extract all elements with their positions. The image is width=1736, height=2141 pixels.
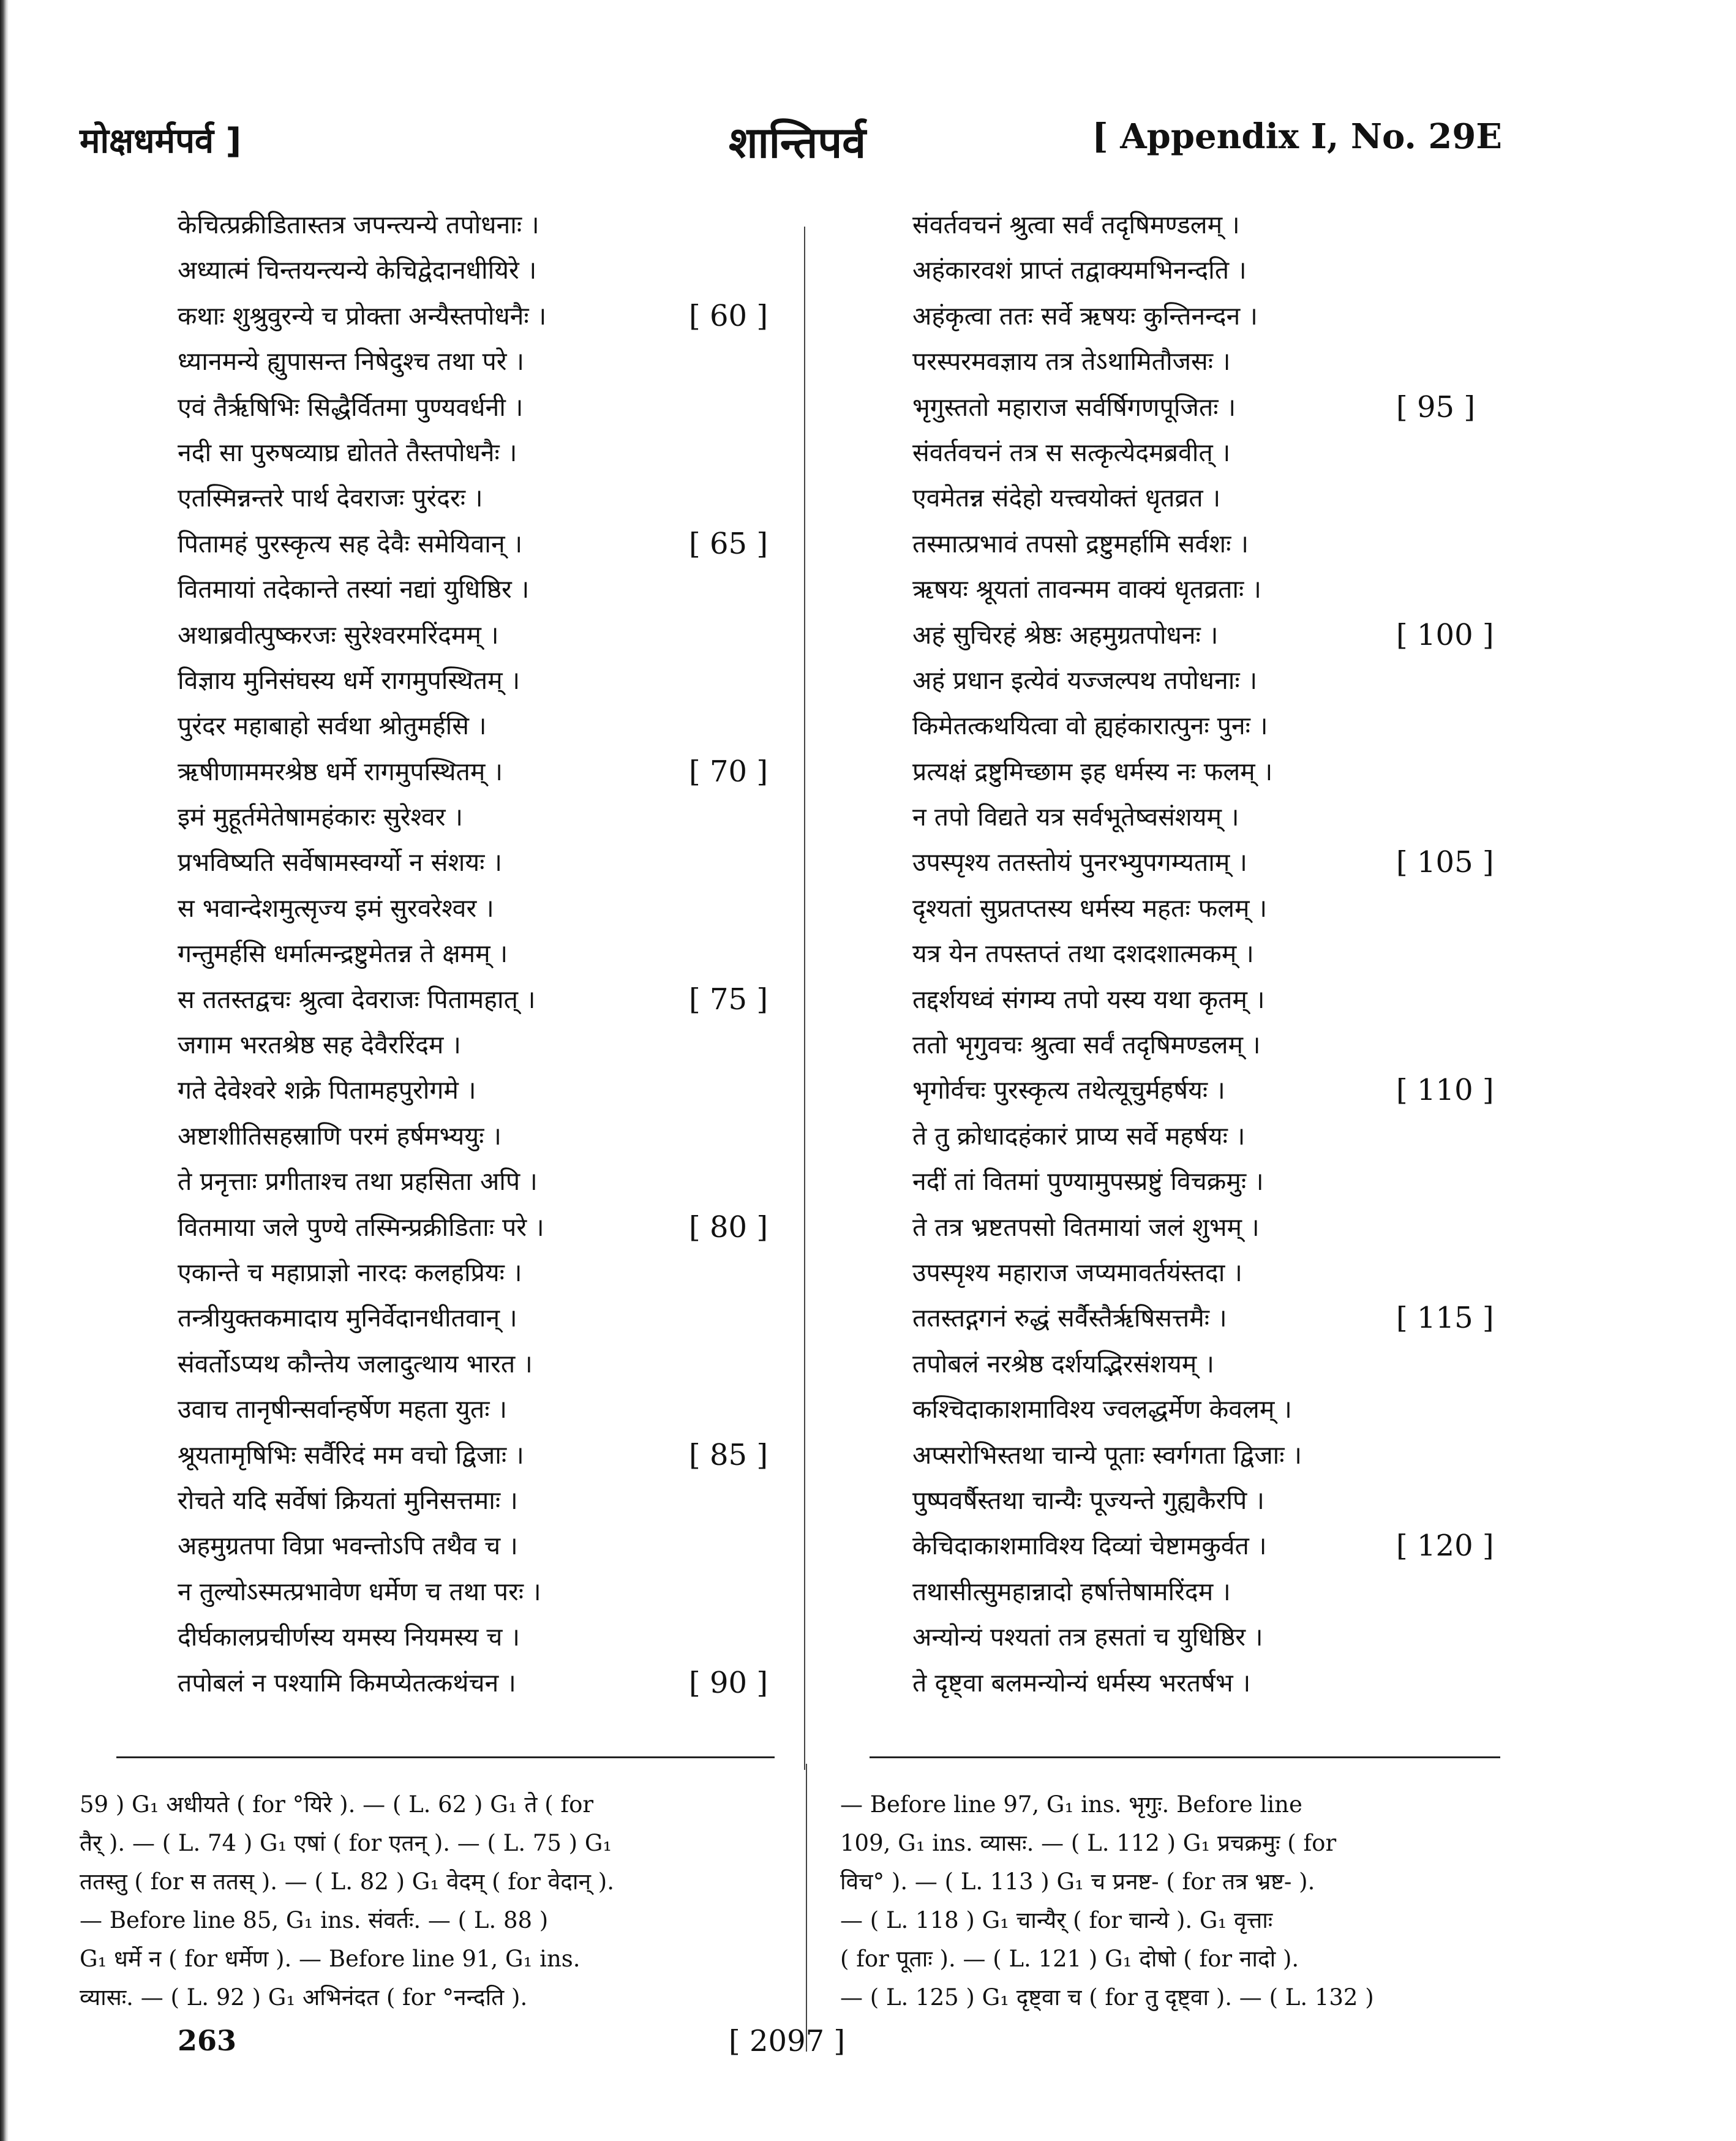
verse-line [912,385,1500,430]
verse-text: केचित्प्रक्रीडितास्तत्र जपन्त्यन्ये तपोधनाः । [178,210,539,239]
verse-line [178,1432,790,1478]
verse-number: [ 85 ] [689,1437,768,1472]
verse-line [912,521,1500,566]
verse-text: ते तत्र भ्रष्टतपसो वितमायां जलं शुभम् । [912,1212,1260,1242]
verse-line [178,703,790,748]
verse-text: गन्तुमर्हसि धर्मात्मन्द्रष्टुमेतन्न ते क्षमम् । [178,939,508,969]
verse-line [912,977,1500,1022]
footnote-line: — Before line 85, G₁ ins. संवर्तः. — ( L. 88 ) [80,1907,549,1933]
verse-line [178,1067,790,1113]
verse-line [178,1205,790,1250]
footnote-line: 109, G₁ ins. व्यासः. — ( L. 112 ) G₁ प्रचक्रमुः ( for [840,1830,1337,1856]
page-number: 263 [178,2024,237,2057]
verse-line [178,1113,790,1159]
verse-line [178,293,790,339]
verse-text: किमेतत्कथयित्वा वो ह्यहंकारात्पुनः पुनः । [912,711,1268,741]
verse-line [178,1022,790,1067]
verse-text: अप्सरोभिस्तथा चान्ये पूताः स्वर्गगता द्विजाः । [912,1440,1302,1470]
verse-text: ते दृष्ट्वा बलमन्योन्यं धर्मस्य भरतर्षभ । [912,1668,1251,1698]
verse-text: तन्त्रीयुक्तकमादाय मुनिर्वेदानधीतवान् । [178,1303,517,1333]
verse-text: पितामहं पुरस्कृत्य सह देवैः समेयिवान् । [178,529,523,559]
verse-line [912,247,1500,293]
verse-line [912,475,1500,521]
verse-line [178,1341,790,1387]
footnote-line: G₁ धर्मे न ( for धर्मेण ). — Before line 91, G₁ ins. [80,1946,581,1972]
verse-line [912,658,1500,703]
verse-line [912,202,1500,247]
verse-text: भृगोर्वचः पुरस्कृत्य तथेत्यूचुर्महर्षयः । [912,1075,1225,1105]
verse-line [912,1432,1500,1478]
verse-text: संवर्तवचनं श्रुत्वा सर्वं तदृषिमण्डलम् । [912,210,1240,239]
verse-text: ततस्तद्गगनं रुद्धं सर्वैस्तैर्ऋषिसत्तमैः । [912,1303,1227,1333]
verse-number: [ 115 ] [1396,1301,1494,1336]
verse-text: न तुल्योऽस्मत्प्रभावेण धर्मेण च तथा परः । [178,1576,541,1606]
verse-line [178,794,790,840]
verse-number: [ 110 ] [1396,1073,1494,1108]
footnote-line: — ( L. 125 ) G₁ दृष्ट्वा च ( for तु दृष्ट्वा ). — ( L. 132 ) [840,1984,1374,2011]
footnote-divider [806,1764,807,2052]
verse-text: वितमायां तदेकान्ते तस्यां नद्यां युधिष्ठिर । [178,574,530,604]
footnote-line: — Before line 97, G₁ ins. भृगुः. Before line [840,1791,1302,1818]
verse-line [178,1569,790,1614]
verse-line [178,931,790,976]
verse-column-left [178,202,790,1706]
verse-line [178,247,790,293]
verse-line [912,612,1500,658]
verse-line [178,385,790,430]
verse-line [912,1295,1500,1341]
verse-line [178,1159,790,1204]
footnote-rule-right [870,1756,1500,1758]
verse-text: अन्योन्यं पश्यतां तत्र हसतां च युधिष्ठिर । [912,1622,1263,1652]
verse-line [912,1387,1500,1432]
verse-text: अहं सुचिरहं श्रेष्ठः अहमुग्रतपोधनः । [912,620,1219,650]
verse-number: [ 65 ] [689,526,768,561]
verse-text: उवाच तानृषीन्सर्वान्हर्षेण महता युतः । [178,1394,508,1424]
verse-line [912,1569,1500,1614]
verse-text: ऋषयः श्रूयतां तावन्मम वाक्यं धृतव्रताः । [912,574,1261,604]
verse-text: प्रत्यक्षं द्रष्टुमिच्छाम इह धर्मस्य नः फलम् । [912,756,1273,786]
verse-line [912,1614,1500,1660]
binding-edge [0,0,9,2141]
verse-text: उपस्पृश्य महाराज जप्यमावर्तयंस्तदा । [912,1257,1242,1287]
verse-text: दीर्घकालप्रचीर्णस्य यमस्य नियमस्य च । [178,1622,520,1652]
verse-column-right [912,202,1500,1706]
verse-line [178,749,790,794]
verse-line [912,566,1500,612]
verse-line [912,794,1500,840]
verse-text: एकान्ते च महाप्राज्ञो नारदः कलहप्रियः । [178,1257,522,1287]
verse-text: संवर्तवचनं तत्र स सत्कृत्येदमब्रवीत् । [912,437,1231,467]
verse-number: [ 100 ] [1396,617,1494,652]
footnote-line: — ( L. 118 ) G₁ चान्यैर् ( for चान्ये ). G₁ वृत्ताः [840,1907,1273,1933]
verse-line [178,612,790,658]
verse-number: [ 105 ] [1396,845,1494,880]
verse-text: अष्टाशीतिसहस्राणि परमं हर्षमभ्ययुः । [178,1121,502,1151]
verse-text: तपोबलं न पश्यामि किमप्येतत्कथंचन । [178,1668,516,1698]
verse-text: अहमुग्रतपा विप्रा भवन्तोऽपि तथैव च । [178,1531,518,1561]
verse-line [912,1205,1500,1250]
verse-text: कश्चिदाकाशमाविश्य ज्वलद्धर्मेण केवलम् । [912,1394,1292,1424]
verse-line [178,339,790,384]
verse-number: [ 90 ] [689,1665,768,1700]
verse-line [178,1295,790,1341]
verse-text: स ततस्तद्वचः श्रुत्वा देवराजः पितामहात् । [178,984,536,1014]
verse-line [178,1387,790,1432]
appendix-reference: [ Appendix I, No. 29E [1092,116,1502,157]
verse-text: ते प्रनृत्ताः प्रगीताश्च तथा प्रहसिता अपि । [178,1167,538,1197]
verse-text: ध्यानमन्ये ह्युपासन्त निषेदुश्च तथा परे । [178,347,525,377]
verse-text: संवर्तोऽप्यथ कौन्तेय जलादुत्थाय भारत । [178,1349,533,1379]
book-title: शान्तिपर्व [729,118,866,168]
verse-text: स भवान्देशमुत्सृज्य इमं सुरवरेश्वर । [178,893,494,923]
verse-line [912,1660,1500,1706]
verse-text: अहंकारवशं प्राप्तं तद्वाक्यमभिनन्दति । [912,255,1247,285]
verse-text: ते तु क्रोधादहंकारं प्राप्य सर्वे महर्षयः । [912,1121,1246,1151]
verse-line [178,430,790,475]
verse-line [912,293,1500,339]
footnotes-left [80,1785,765,2017]
verse-text: अहं प्रधान इत्येवं यज्जल्पथ तपोधनाः । [912,665,1258,695]
verse-number: [ 75 ] [689,982,768,1017]
verse-text: पुष्पवर्षैस्तथा चान्यैः पूज्यन्ते गुह्यकैरपि । [912,1485,1264,1515]
footnote-line: तैर् ). — ( L. 74 ) G₁ एषां ( for एतन् ). — ( L. 75 ) G₁ [80,1830,612,1856]
verse-text: जगाम भरतश्रेष्ठ सह देवैररिंदम । [178,1030,461,1060]
verse-number: [ 80 ] [689,1210,768,1244]
verse-line [178,1523,790,1568]
verse-line [912,430,1500,475]
verse-line [912,886,1500,931]
sheet-number: [ 2097 ] [729,2024,846,2058]
verse-text: तद्दर्शयध्वं संगम्य तपो यस्य यथा कृतम् । [912,984,1265,1014]
verse-line [912,1341,1500,1387]
verse-text: तस्मात्प्रभावं तपसो द्रष्टुमर्हामि सर्वशः । [912,529,1249,559]
verse-text: प्रभविष्यति सर्वेषामस्वर्ग्यो न संशयः । [178,848,502,878]
verse-number: [ 95 ] [1396,389,1476,424]
verse-text: एवमेतन्न संदेहो यत्त्वयोक्तं धृतव्रत । [912,483,1221,513]
verse-line [178,521,790,566]
verse-number: [ 60 ] [689,298,768,333]
verse-line [912,840,1500,885]
verse-text: केचिदाकाशमाविश्य दिव्यां चेष्टामकुर्वत । [912,1531,1267,1561]
column-divider [804,227,805,1770]
verse-text: एवं तैर्ऋषिभिः सिद्धैर्वितमा पुण्यवर्धनी । [178,392,524,422]
verse-line [178,1614,790,1660]
verse-text: ऋषीणाममरश्रेष्ठ धर्मे रागमुपस्थितम् । [178,756,503,786]
footnote-rule-left [116,1756,775,1758]
verse-line [912,1067,1500,1113]
verse-text: अध्यात्मं चिन्तयन्त्यन्ये केचिद्वेदानधीयिरे । [178,255,537,285]
verse-text: कथाः शुश्रुवुरन्ये च प्रोक्ता अन्यैस्तपोधनैः । [178,301,547,331]
verse-number: [ 120 ] [1396,1529,1494,1563]
verse-text: श्रूयतामृषिभिः सर्वैरिदं मम वचो द्विजाः । [178,1440,524,1470]
verse-text: विज्ञाय मुनिसंघस्य धर्मे रागमुपस्थितम् । [178,665,520,695]
verse-text: एतस्मिन्नन्तरे पार्थ देवराजः पुरंदरः । [178,483,483,513]
footnotes-right [840,1785,1501,2017]
verse-line [912,1022,1500,1067]
verse-text: उपस्पृश्य ततस्तोयं पुनरभ्युपगम्यताम् । [912,848,1247,878]
verse-text: नदी सा पुरुषव्याघ्र द्योतते तैस्तपोधनैः । [178,437,517,467]
verse-text: गते देवेश्वरे शक्रे पितामहपुरोगमे । [178,1075,476,1105]
section-title: मोक्षधर्मपर्व ] [80,121,242,161]
verse-line [178,840,790,885]
page-header [0,116,1736,171]
verse-text: तथासीत्सुमहान्नादो हर्षात्तेषामरिंदम । [912,1576,1231,1606]
verse-text: रोचते यदि सर्वेषां क्रियतां मुनिसत्तमाः । [178,1485,518,1515]
verse-line [178,1478,790,1523]
footnote-line: व्यासः. — ( L. 92 ) G₁ अभिनंदत ( for °नन्दति ). [80,1984,528,2011]
verse-line [178,566,790,612]
verse-line [178,658,790,703]
verse-text: अहंकृत्वा ततः सर्वे ऋषयः कुन्तिनन्दन । [912,301,1258,331]
verse-text: दृश्यतां सुप्रतप्तस्य धर्मस्य महतः फलम् । [912,893,1268,923]
verse-text: परस्परमवज्ञाय तत्र तेऽथामितौजसः । [912,347,1231,377]
verse-text: तपोबलं नरश्रेष्ठ दर्शयद्भिरसंशयम् । [912,1349,1214,1379]
verse-text: इमं मुहूर्तमेतेषामहंकारः सुरेश्वर । [178,802,464,832]
verse-text: न तपो विद्यते यत्र सर्वभूतेष्वसंशयम् । [912,802,1239,832]
verse-number: [ 70 ] [689,754,768,789]
verse-line [912,749,1500,794]
verse-text: अथाब्रवीत्पुष्करजः सुरेश्वरमरिंदमम् । [178,620,499,650]
footnote-line: ( for पूताः ). — ( L. 121 ) G₁ दोषो ( for नादो ). [840,1946,1299,1972]
verse-line [178,475,790,521]
verse-text: भृगुस्ततो महाराज सर्वर्षिगणपूजितः । [912,392,1236,422]
verse-line [178,202,790,247]
verse-line [912,1159,1500,1204]
verse-line [912,1113,1500,1159]
verse-line [912,1478,1500,1523]
footnote-line: विच° ). — ( L. 113 ) G₁ च प्रनष्ट- ( for तत्र भ्रष्ट- ). [840,1868,1315,1895]
verse-text: ततो भृगुवचः श्रुत्वा सर्वं तदृषिमण्डलम् । [912,1030,1261,1060]
footnote-line: 59 ) G₁ अधीयते ( for °यिरे ). — ( L. 62 ) G₁ ते ( for [80,1791,594,1818]
verse-line [912,1250,1500,1295]
verse-line [912,1523,1500,1568]
verse-text: यत्र येन तपस्तप्तं तथा दशदशात्मकम् । [912,939,1254,969]
verse-line [178,1660,790,1706]
verse-text: नदीं तां वितमां पुण्यामुपस्प्रष्टुं विचक्रमुः । [912,1167,1264,1197]
footnote-line: ततस्तु ( for स ततस् ). — ( L. 82 ) G₁ वेदम् ( for वेदान् ). [80,1868,614,1895]
verse-line [178,1250,790,1295]
verse-line [178,886,790,931]
verse-line [912,339,1500,384]
verse-line [912,931,1500,976]
verse-line [178,977,790,1022]
verse-line [912,703,1500,748]
verse-text: पुरंदर महाबाहो सर्वथा श्रोतुमर्हसि । [178,711,487,741]
verse-text: वितमाया जले पुण्ये तस्मिन्प्रक्रीडिताः परे । [178,1212,544,1242]
